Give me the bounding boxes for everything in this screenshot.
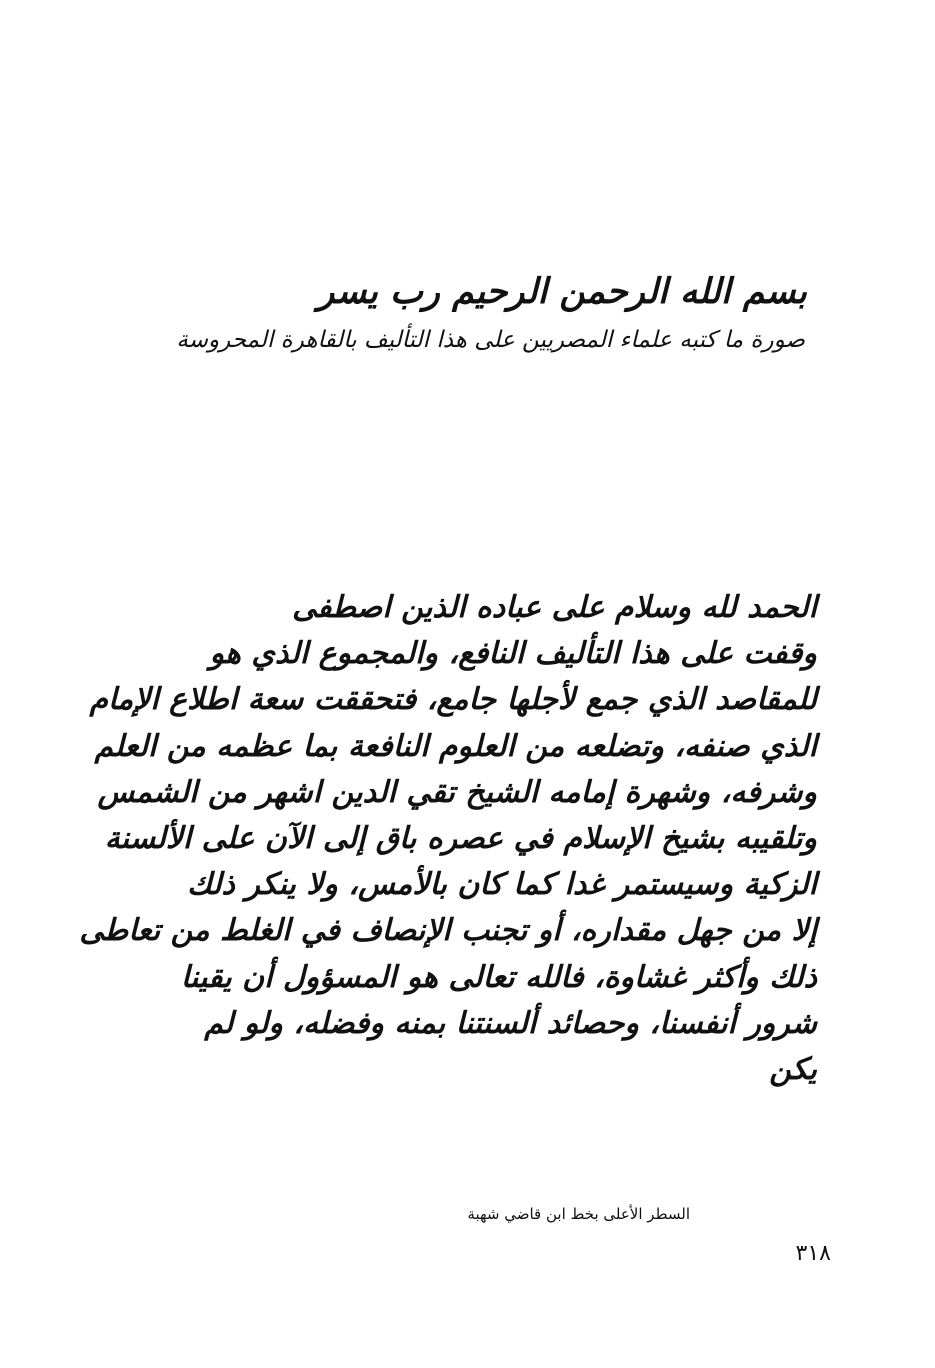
body-line: الحمد لله وسلام على عباده الذين اصطفى <box>292 590 817 625</box>
manuscript-body <box>79 585 817 1093</box>
body-line: وقفت على هذا التأليف النافع، والمجموع الذي هو <box>209 636 817 672</box>
body-line: وتلقيبه بشيخ الإسلام في عصره باق إلى الآن على الألسنة <box>104 821 817 857</box>
caption: السطر الأعلى بخط ابن قاضي شهبة <box>467 1205 690 1223</box>
body-line: وشرفه، وشهرة إمامه الشيخ تقي الدين اشهر من الشمس <box>97 774 817 810</box>
body-line: يكن <box>769 1052 817 1088</box>
body-line: للمقاصد الذي جمع لأجلها جامع، فتحققت سعة اطلاع الإمام <box>89 682 817 718</box>
basmala-heading: بسم الله الرحمن الرحيم رب يسر <box>317 271 807 312</box>
page-number: ٣١٨ <box>795 1241 831 1266</box>
body-line: الذي صنفه، وتضلعه من العلوم النافعة بما عظمه من العلم <box>94 728 817 764</box>
body-line: إلا من جهل مقداره، أو تجنب الإنصاف في الغلط من تعاطى <box>79 913 817 949</box>
body-line: شرور أنفسنا، وحصائد ألسنتنا بمنه وفضله، ولو لم <box>204 1005 817 1041</box>
subtitle-line: صورة ما كتبه علماء المصريين على هذا التأليف بالقاهرة المحروسة <box>176 327 805 353</box>
body-line: ذلك وأكثر غشاوة، فالله تعالى هو المسؤول أن يقينا <box>180 959 817 995</box>
body-line: الزكية وسيستمر غدا كما كان بالأمس، ولا ينكر ذلك <box>187 867 817 903</box>
